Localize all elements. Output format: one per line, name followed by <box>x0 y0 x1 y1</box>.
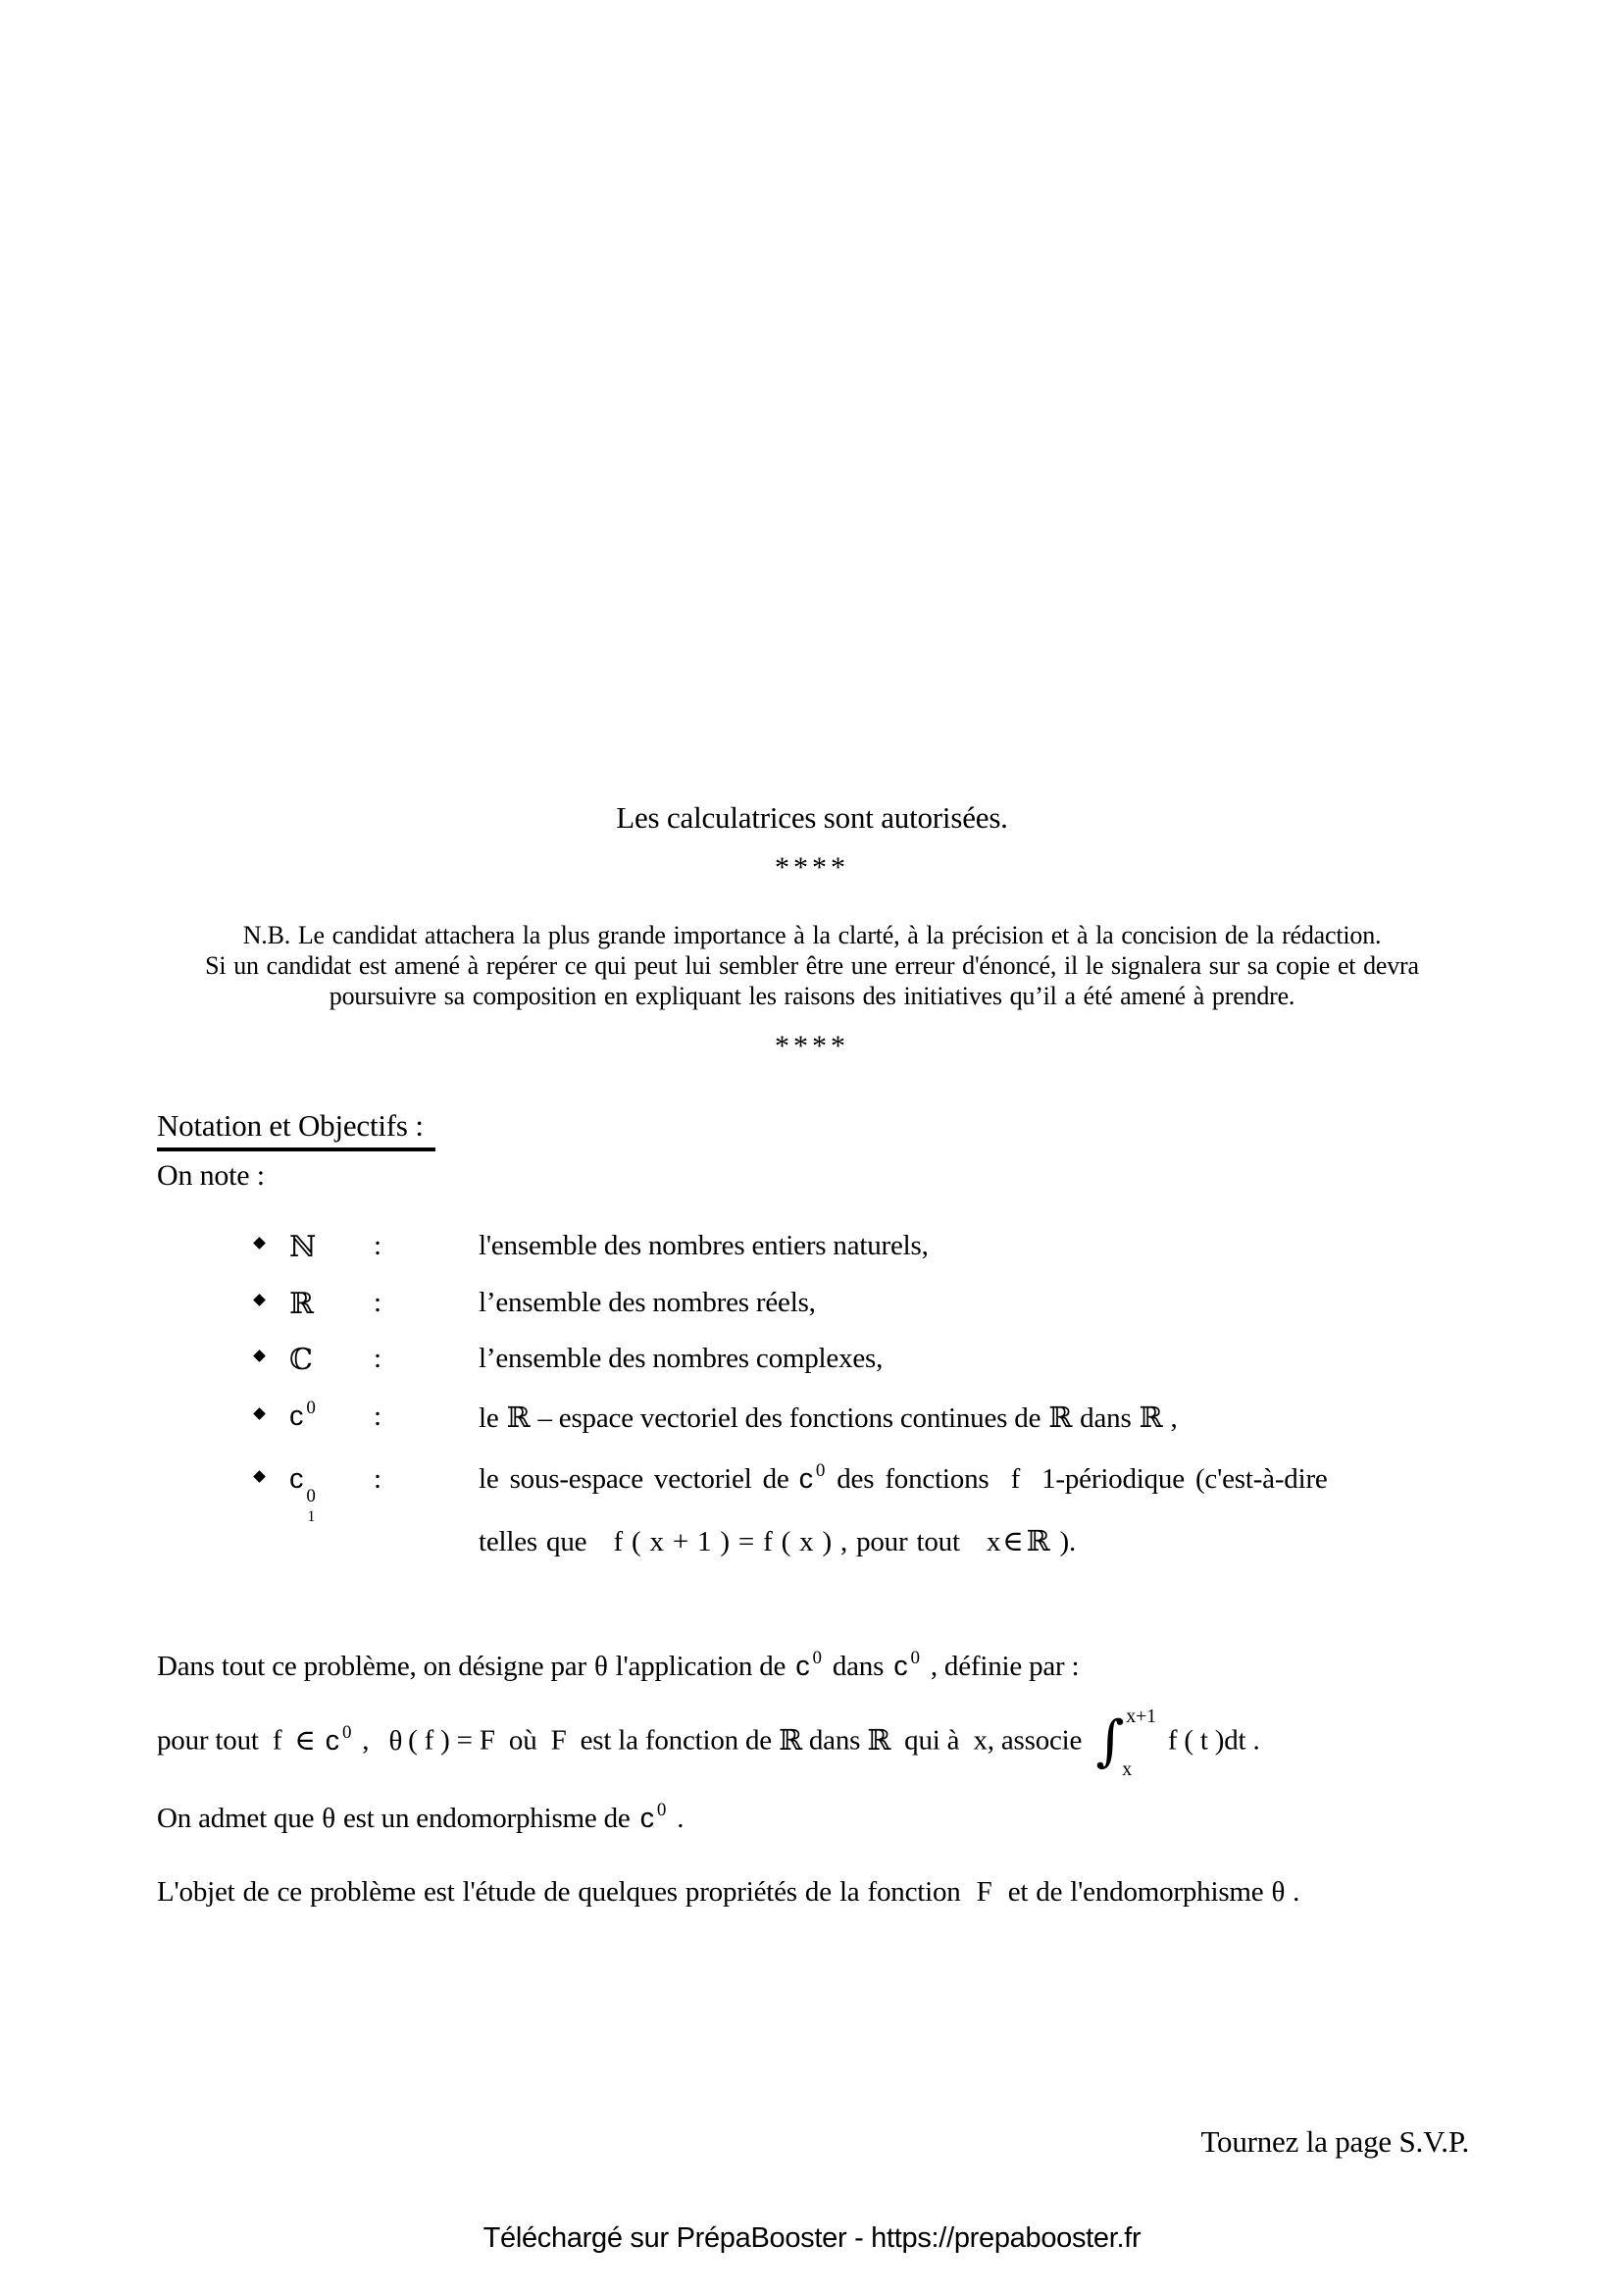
theta-symbol: θ <box>593 1651 608 1682</box>
download-footer: Téléchargé sur PrépaBooster - https://prepabooster.fr <box>482 2222 1142 2254</box>
colon: : <box>374 1230 381 1261</box>
notation-item-reals <box>0 1287 1624 1336</box>
notation-item-c01-line2 <box>0 1524 1624 1573</box>
page-title: Les calculatrices sont autorisées. <box>616 800 1008 835</box>
section-intro: On note : <box>157 1159 265 1192</box>
colon: : <box>374 1287 381 1318</box>
symbol-R-doublestruck: ℝ <box>506 1401 531 1434</box>
symbol-c01: c 0 1 <box>289 1463 316 1525</box>
colon: : <box>374 1343 381 1374</box>
nb-notice <box>0 920 1624 1011</box>
symbol-c0: c $^0$ <box>289 1398 316 1432</box>
notation-item-c01 <box>0 1460 1624 1525</box>
symbol-c0: c $^0$ <box>893 1648 920 1682</box>
paragraph-integral-definition: pour tout f ∈ c $^0$ , θ ( f ) = F où F est la fonction de ℝ dans ℝ qui à x, associe ∫ x+1 x f ( t )dt . <box>157 1706 1260 1780</box>
bullet-diamond-icon <box>253 1350 266 1362</box>
paragraph-objective: L'objet de ce problème est l'étude de quelques propriétés de la fonction F et de l'endomorphisme θ . <box>157 1876 1300 1908</box>
paragraph-theta-definition: Dans tout ce problème, on désigne par θ l'application de c $^0$ dans c $^0$ , définie par : <box>157 1648 1080 1682</box>
turn-page-note: Tournez la page S.V.P. <box>1200 2124 1469 2159</box>
notation-description: le sous-espace vectoriel de c $^0$ des fonctions f 1-périodique (c'est-à-dire <box>479 1460 1328 1495</box>
notation-item-c0 <box>0 1398 1624 1450</box>
theta-symbol: θ <box>1271 1876 1286 1908</box>
separator-stars-top: **** <box>775 851 849 884</box>
symbol-N-doublestruck: ℕ <box>289 1230 317 1264</box>
symbol-R-doublestruck: ℝ <box>867 1722 891 1757</box>
notation-description: l'ensemble des nombres entiers naturels, <box>479 1230 929 1261</box>
notation-description-continued: telles que f ( x + 1 ) = f ( x ) , pour tout x∈ ℝ ). <box>479 1524 1076 1557</box>
notation-item-naturals <box>0 1230 1624 1279</box>
bullet-diamond-icon <box>253 1237 266 1249</box>
symbol-c0: c $^0$ <box>639 1800 667 1834</box>
element-of-icon: ∈ <box>294 1722 316 1757</box>
section-heading-text: Notation et Objectifs : <box>157 1108 435 1151</box>
symbol-R-doublestruck: ℝ <box>778 1722 802 1757</box>
symbol-c0: c $^0$ <box>798 1460 826 1495</box>
nb-line-3: poursuivre sa composition en expliquant les raisons des initiatives qu’il a été amené à prendre. <box>329 982 1295 1010</box>
integral-lower-bound: x <box>1122 1759 1132 1780</box>
colon: : <box>374 1463 381 1495</box>
symbol-R-doublestruck: ℝ <box>1139 1401 1163 1434</box>
notation-item-complexes <box>0 1343 1624 1392</box>
notation-description: l’ensemble des nombres réels, <box>479 1287 816 1318</box>
theta-symbol: θ <box>322 1803 335 1834</box>
symbol-c0: c $^0$ <box>325 1721 352 1757</box>
nb-line-1: N.B. Le candidat attachera la plus grande importance à la clarté, à la précision et à la concision de la rédaction. <box>242 921 1382 949</box>
symbol-R-doublestruck: ℝ <box>1048 1401 1073 1434</box>
bullet-diamond-icon <box>253 1470 266 1483</box>
bullet-diamond-icon <box>253 1294 266 1306</box>
paragraph-endomorphism: On admet que θ est un endomorphisme de c $^0$ . <box>157 1800 685 1834</box>
section-heading <box>157 1108 435 1151</box>
colon: : <box>374 1401 381 1432</box>
element-of-icon: ∈ <box>1002 1524 1024 1557</box>
symbol-R-doublestruck: ℝ <box>289 1287 314 1321</box>
integral-upper-bound: x+1 <box>1126 1706 1156 1727</box>
notation-description: l’ensemble des nombres complexes, <box>479 1343 884 1374</box>
theta-symbol: θ <box>388 1724 403 1757</box>
nb-line-2: Si un candidat est amené à repérer ce qui peut lui sembler être une erreur d'énoncé, il le signalera sur sa copie et devra <box>205 951 1419 980</box>
bullet-diamond-icon <box>253 1407 266 1420</box>
symbol-C-doublestruck: ℂ <box>289 1343 313 1377</box>
separator-stars-bottom: **** <box>775 1030 849 1062</box>
symbol-c0: c $^0$ <box>795 1648 822 1682</box>
symbol-R-doublestruck: ℝ <box>1026 1524 1050 1557</box>
integral-icon: ∫ <box>1095 1709 1125 1773</box>
notation-description: le ℝ – espace vectoriel des fonctions continues de ℝ dans ℝ , <box>479 1401 1178 1434</box>
integral-expression <box>1095 1706 1156 1780</box>
